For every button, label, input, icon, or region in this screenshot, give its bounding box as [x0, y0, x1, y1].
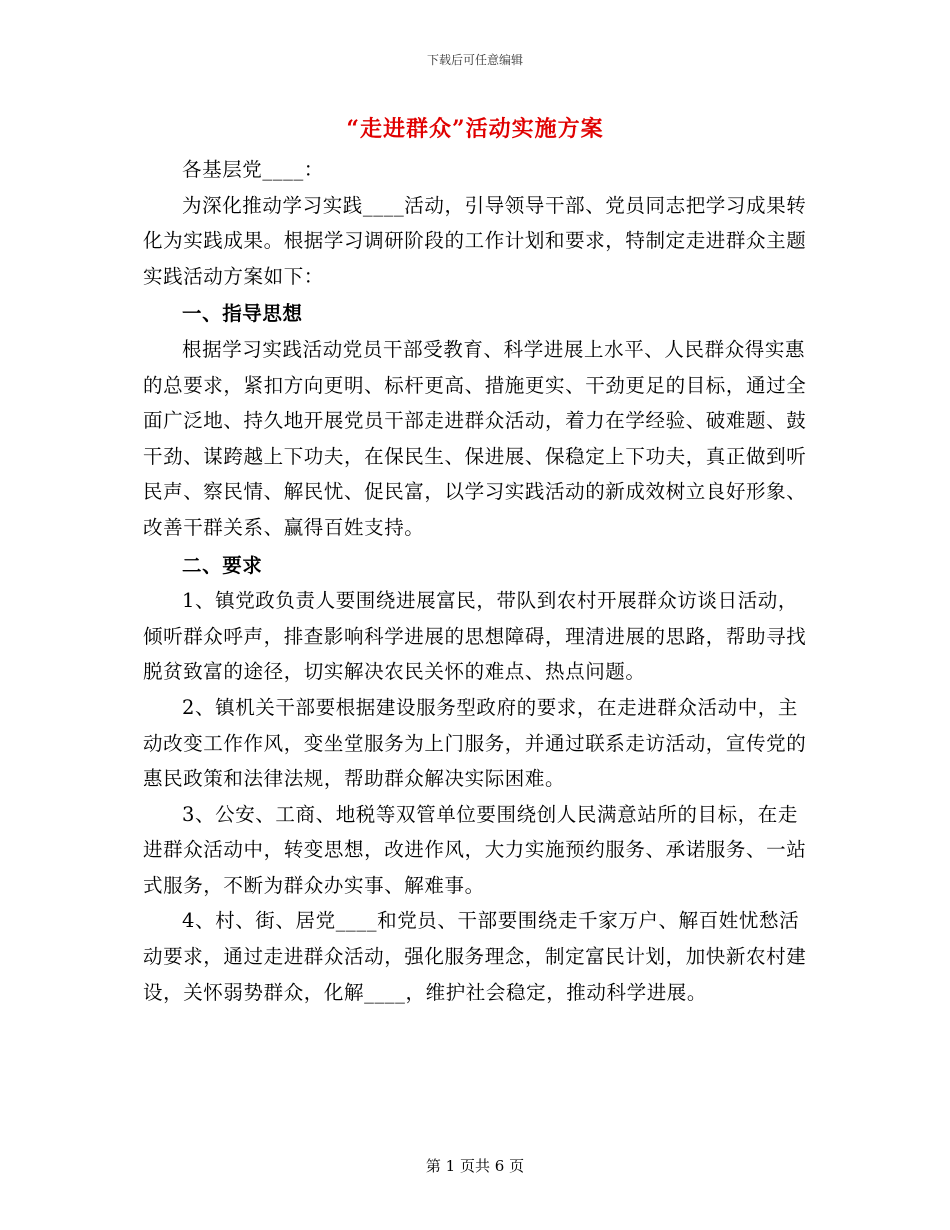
- document-title: “走进群众”活动实施方案: [346, 116, 604, 142]
- document-body: [143, 152, 807, 1010]
- requirement-item-1: 1、镇党政负责人要围绕进展富民，带队到农村开展群众访谈日活动，倾听群众呼声，排查影响科学进展的思想障碍，理清进展的思路，帮助寻找脱贫致富的途径，切实解决农民关怀的难点、热点问题。: [143, 589, 807, 684]
- page-header: 下载后可任意编辑: [426, 53, 523, 67]
- guiding-thought-paragraph: 根据学习实践活动党员干部受教育、科学进展上水平、人民群众得实惠的总要求，紧扣方向更明、标杆更高、措施更实、干劲更足的目标，通过全面广泛地、持久地开展党员干部走进群众活动，着力在学经验、破难题、鼓干劲、谋跨越上下功夫，在保民生、保进展、保稳定上下功夫，真正做到听民声、察民情、解民忧、促民富，以学习实践活动的新成效树立良好形象、改善干群关系、赢得百姓支持。: [143, 337, 807, 539]
- salutation: 各基层党____：: [182, 158, 324, 181]
- requirement-item-3: 3、公安、工商、地税等双管单位要围绕创人民满意站所的目标，在走进群众活动中，转变思想，改进作风，大力实施预约服务、承诺服务、一站式服务，不断为群众办实事、解难事。: [143, 802, 807, 897]
- section-heading-guiding-thought: 一、指导思想: [182, 302, 303, 326]
- intro-paragraph: 为深化推动学习实践____活动，引导领导干部、党员同志把学习成果转化为实践成果。根据学习调研阶段的工作计划和要求，特制定走进群众主题实践活动方案如下：: [143, 193, 807, 288]
- requirement-item-2: 2、镇机关干部要根据建设服务型政府的要求，在走进群众活动中，主动改变工作作风，变坐堂服务为上门服务，并通过联系走访活动，宣传党的惠民政策和法律法规，帮助群众解决实际困难。: [143, 695, 807, 791]
- requirement-item-4: 4、村、街、居党____和党员、干部要围绕走千家万户、解百姓忧愁活动要求，通过走进群众活动，强化服务理念，制定富民计划，加快新农村建设，关怀弱势群众，化解____，维护社会稳定，推动科学进展。: [143, 909, 807, 1004]
- page-footer: 第 1 页共 6 页: [425, 1157, 525, 1175]
- section-heading-requirements: 二、要求: [182, 553, 263, 577]
